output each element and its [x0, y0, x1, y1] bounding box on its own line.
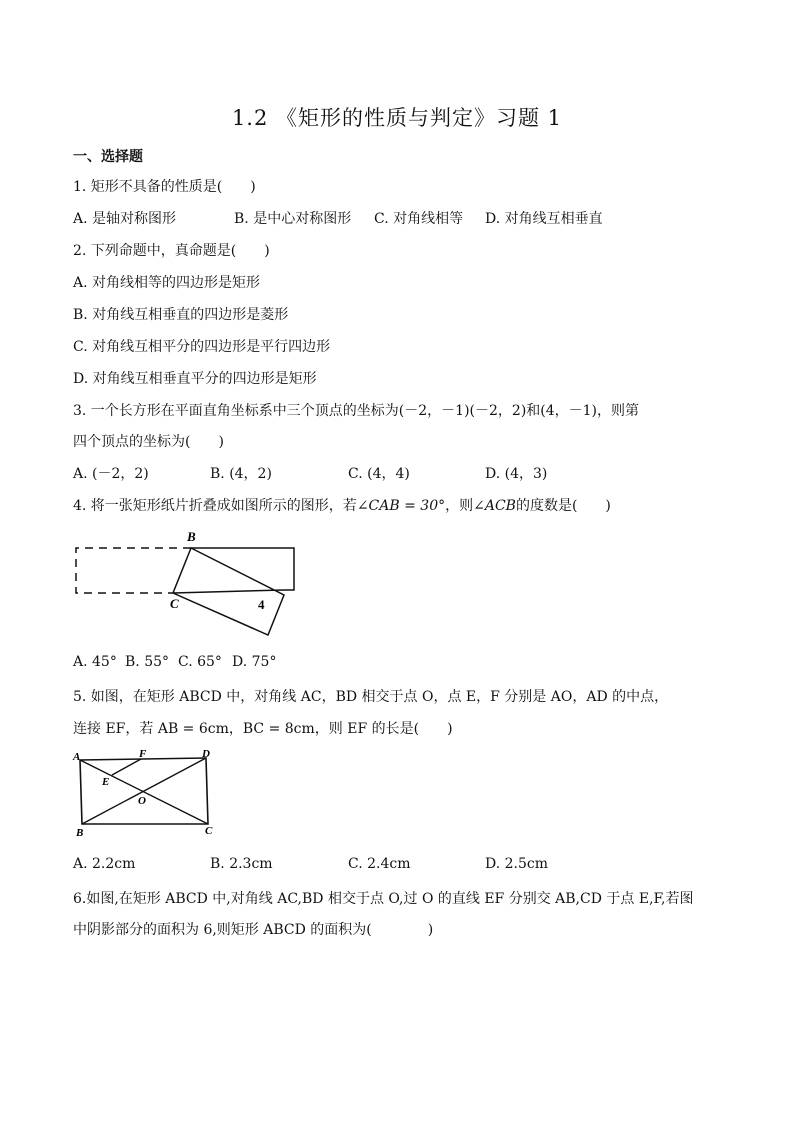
question-4-stem-prefix: 4. 将一张矩形纸片折叠成如图所示的图形，若 — [73, 498, 357, 514]
question-4-angle-acb: ∠ACB — [473, 498, 516, 514]
section-heading: 一、选择题 — [73, 149, 143, 165]
label-d: D — [202, 748, 210, 760]
question-4-option-d: D. 75° — [232, 654, 277, 670]
question-1-option-c: C. 对角线相等 — [374, 211, 464, 227]
label-b: B — [187, 529, 196, 544]
question-2-option-c: C. 对角线互相平分的四边形是平行四边形 — [73, 339, 331, 355]
question-3-stem-line-2: 四个顶点的坐标为( ) — [73, 434, 224, 450]
question-4-stem — [73, 495, 611, 515]
question-3-option-a: A. (－2，2) — [73, 466, 149, 482]
page-title: 1.2 《矩形的性质与判定》习题 1 — [231, 106, 563, 130]
label-b: B — [76, 827, 84, 839]
question-1-option-b: B. 是中心对称图形 — [234, 211, 352, 227]
segment-ef — [112, 759, 141, 775]
question-4-stem-middle: ，则 — [445, 498, 474, 514]
question-5-stem-line-2: 连接 EF，若 AB = 6cm，BC = 8cm，则 EF 的长是( ) — [73, 721, 453, 737]
dashed-unfolded-part — [76, 548, 191, 593]
question-3-option-b: B. (4，2) — [210, 466, 272, 482]
label-e: E — [102, 776, 110, 788]
question-5-option-c: C. 2.4cm — [348, 856, 411, 872]
question-6-stem-line-1: 6.如图,在矩形 ABCD 中,对角线 AC,BD 相交于点 O,过 O 的直线 EF 分别交 AB,CD 于点 E,F,若图 — [73, 891, 694, 907]
question-4-option-c: C. 65° — [178, 654, 222, 670]
question-2-stem: 2. 下列命题中，真命题是( ) — [73, 243, 270, 259]
question-5-stem-line-1: 5. 如图，在矩形 ABCD 中，对角线 AC，BD 相交于点 O，点 E，F 分别是 AO，AD 的中点， — [73, 689, 669, 705]
label-f: F — [139, 748, 147, 760]
question-4-stem-suffix: 的度数是( ) — [515, 498, 611, 514]
question-5-option-d: D. 2.5cm — [485, 856, 549, 872]
bottom-edge — [173, 590, 284, 593]
question-3-stem-line-1: 3. 一个长方形在平面直角坐标系中三个顶点的坐标为(－2，－1)(－2，2)和(4，－1)，则第 — [73, 403, 640, 419]
question-1-stem: 1. 矩形不具备的性质是( ) — [73, 179, 256, 195]
question-3-option-d: D. (4，3) — [485, 466, 548, 482]
label-c: C — [170, 596, 179, 611]
question-5-rectangle-figure — [72, 748, 222, 840]
question-2-option-b: B. 对角线互相垂直的四边形是菱形 — [73, 307, 289, 323]
question-2-option-d: D. 对角线互相垂直平分的四边形是矩形 — [73, 371, 317, 387]
question-6-stem-line-2: 中阴影部分的面积为 6,则矩形 ABCD 的面积为( ) — [73, 922, 434, 938]
label-c: C — [205, 825, 213, 837]
question-5-option-a: A. 2.2cm — [73, 856, 136, 872]
question-1-option-a: A. 是轴对称图形 — [73, 211, 177, 227]
rectangle-outline — [191, 548, 294, 590]
question-4-option-a: A. 45° — [73, 654, 117, 670]
label-4: 4 — [258, 597, 265, 612]
label-a: A — [73, 751, 81, 763]
question-2-option-a: A. 对角线相等的四边形是矩形 — [73, 275, 261, 291]
question-4-angle-cab: ∠CAB = 30° — [356, 498, 446, 514]
label-o: O — [138, 795, 146, 807]
question-4-folded-rectangle-figure — [70, 528, 310, 638]
question-3-option-c: C. (4，4) — [348, 466, 410, 482]
question-4-option-b: B. 55° — [125, 654, 170, 670]
question-5-option-b: B. 2.3cm — [210, 856, 273, 872]
question-1-option-d: D. 对角线互相垂直 — [485, 211, 603, 227]
